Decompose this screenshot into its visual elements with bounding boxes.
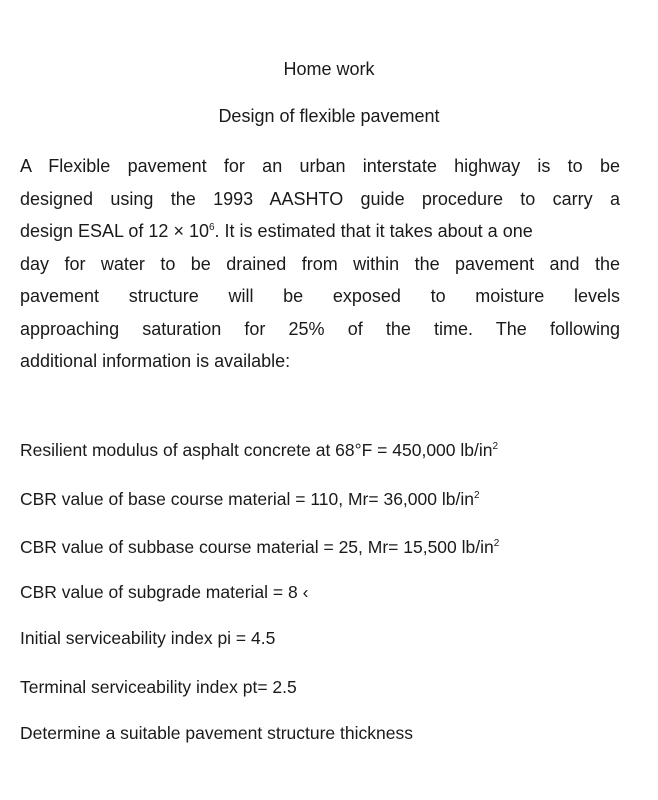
esal-text-cont: . It is estimated that it takes about a one: [214, 221, 533, 241]
statement-line: approaching saturation for 25% of the time. The following: [20, 318, 620, 339]
document-title: Home work: [283, 59, 375, 79]
item-text: Determine a suitable pavement structure thickness: [20, 723, 413, 743]
given-item-asphalt-modulus: [20, 439, 498, 461]
item-superscript: 2: [493, 538, 500, 549]
statement-line: A Flexible pavement for an urban interstate highway is to be: [20, 156, 620, 176]
statement-line: designed using the 1993 AASHTO guide procedure to carry a: [20, 188, 620, 209]
item-text: Resilient modulus of asphalt concrete at 68°F = 450,000 lb/in: [20, 440, 493, 460]
item-text: Terminal serviceability index pt= 2.5: [20, 677, 297, 697]
item-text: Initial serviceability index pi = 4.5: [20, 628, 276, 648]
problem-statement: [20, 150, 620, 378]
statement-line: pavement structure will be exposed to moisture levels: [20, 286, 620, 306]
esal-text: design ESAL of 12 × 10: [20, 221, 209, 241]
given-item-subgrade-cbr: [20, 581, 308, 603]
given-item-subbase-cbr: [20, 536, 499, 558]
given-item-initial-serviceability: [20, 627, 275, 649]
given-item-terminal-serviceability: [20, 676, 297, 698]
task-statement: [20, 722, 413, 744]
given-item-base-cbr: [20, 488, 480, 510]
item-text: CBR value of subgrade material = 8 ‹: [20, 582, 309, 602]
item-text: CBR value of base course material = 110, Mr= 36,000 lb/in: [20, 489, 474, 509]
item-text: CBR value of subbase course material = 25, Mr= 15,500 lb/in: [20, 537, 494, 557]
statement-line: additional information is available:: [20, 351, 291, 371]
item-superscript: 2: [492, 441, 499, 452]
item-superscript: 2: [473, 490, 480, 501]
document-subtitle: Design of flexible pavement: [218, 106, 440, 126]
statement-line: day for water to be drained from within the pavement and the: [20, 253, 620, 274]
statement-line-esal: [20, 215, 620, 248]
esal-exponent: 6: [208, 222, 215, 233]
